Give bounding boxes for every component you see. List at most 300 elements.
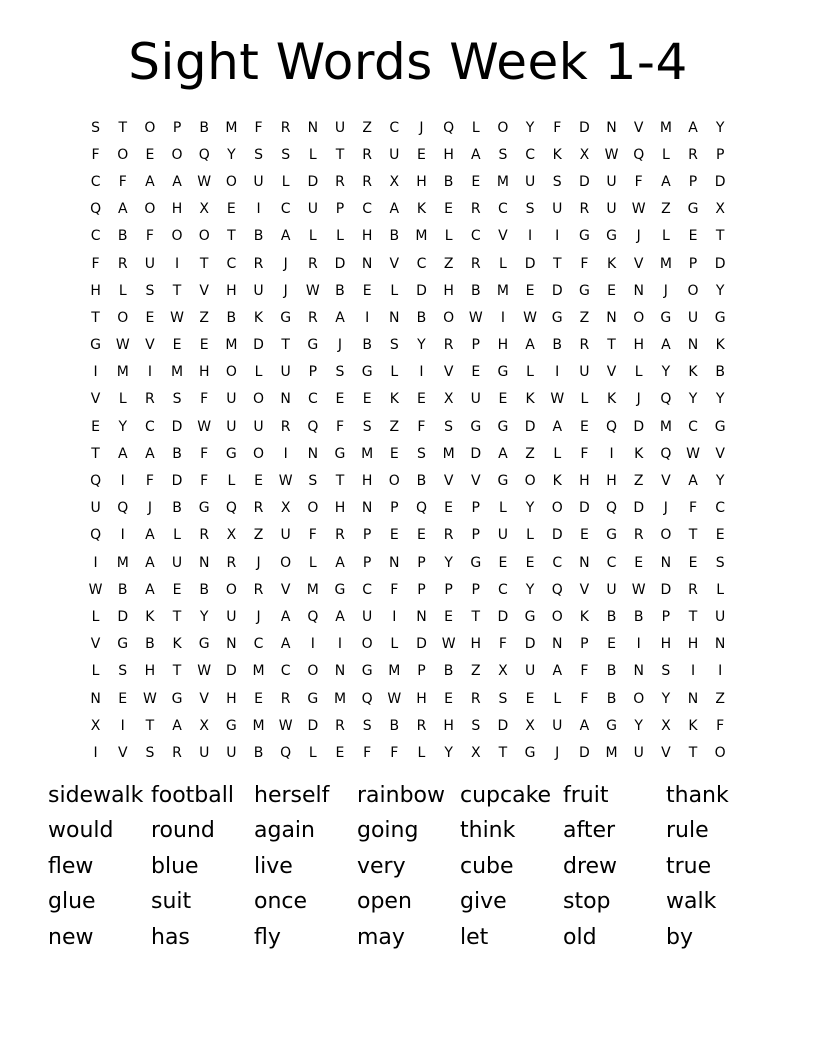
grid-letter: E [498,554,508,571]
grid-letter: A [335,554,345,571]
grid-letter: K [606,255,617,272]
grid-letter: L [173,527,181,544]
grid-letter: G [497,364,509,381]
grid-letter: Z [199,309,209,326]
grid-letter: U [90,500,101,517]
grid-letter: L [281,173,290,190]
grid-letter: U [253,418,264,435]
grid-letter: K [579,608,589,625]
grid-letter: U [280,527,291,544]
grid-letter: M [442,445,455,462]
grid-letter: W [523,309,537,326]
grid-letter: A [661,173,671,190]
grid-letter: B [145,636,155,653]
grid-letter: E [362,282,372,299]
grid-letter: Q [443,119,455,136]
grid-letter: S [552,173,562,190]
grid-letter: T [145,717,155,734]
grid-letter: D [551,282,563,299]
grid-letter: P [390,500,399,517]
grid-letter: N [389,554,400,571]
grid-letter: A [117,445,128,462]
grid-letter: S [661,663,671,680]
grid-row [82,658,734,685]
grid-letter: C [90,228,101,245]
grid-letter: O [253,391,265,408]
grid-letter: S [362,418,372,435]
grid-letter: O [144,201,156,218]
grid-letter: Z [715,690,725,707]
grid-letter: A [552,663,563,680]
grid-letter: F [308,527,317,544]
grid-letter: Y [444,554,453,571]
grid-letter: I [500,309,505,326]
grid-letter: H [579,473,590,490]
grid-letter: R [688,146,698,163]
grid-letter: A [470,146,481,163]
grid-row [82,304,734,331]
grid-letter: E [335,391,345,408]
grid-letter: E [145,146,155,163]
grid-letter: X [199,717,209,734]
grid-letter: Y [661,690,671,707]
grid-letter: S [281,146,291,163]
grid-letter: V [606,364,617,381]
grid-letter: L [499,500,507,517]
grid-letter: F [200,391,209,408]
grid-row [82,250,734,277]
grid-letter: A [335,608,345,625]
grid-letter: E [226,201,236,218]
grid-letter: N [416,608,427,625]
grid-letter: I [365,309,370,326]
grid-letter: B [172,445,182,462]
grid-letter: L [526,527,534,544]
grid-letter: L [444,228,453,245]
word-list-item: old [563,924,597,950]
word-list-item: may [357,924,405,950]
grid-letter: U [715,608,726,625]
grid-letter: B [389,228,400,245]
grid-letter: G [524,608,536,625]
grid-letter: T [199,255,209,272]
grid-letter: N [307,445,319,462]
grid-letter: P [688,173,698,190]
grid-letter: U [253,173,264,190]
grid-letter: Z [633,473,644,490]
word-list-item: live [254,853,293,879]
grid-letter: H [687,636,699,653]
grid-letter: U [606,201,617,218]
grid-letter: Y [525,119,535,136]
grid-letter: R [280,119,291,136]
grid-letter: R [172,744,182,761]
grid-letter: G [225,445,237,462]
grid-letter: N [389,309,400,326]
grid-letter: D [497,608,509,625]
grid-letter: F [580,255,589,272]
grid-letter: P [471,500,480,517]
grid-letter: Y [661,364,671,381]
grid-letter: J [419,119,424,136]
grid-row [82,576,734,603]
grid-letter: W [170,309,184,326]
grid-letter: N [606,309,617,326]
grid-letter: I [555,228,560,245]
grid-letter: C [688,418,698,435]
word-list-item: would [48,818,114,844]
grid-letter: A [579,717,590,734]
grid-letter: V [90,636,101,653]
grid-letter: K [172,636,182,653]
grid-letter: U [606,581,617,598]
page-title: Sight Words Week 1-4 [128,33,688,91]
grid-row [82,495,734,522]
grid-letter: Z [389,418,400,435]
grid-letter: C [280,663,291,680]
grid-row [82,413,734,440]
grid-letter: H [660,636,672,653]
grid-letter: H [226,282,237,299]
grid-letter: O [361,636,373,653]
grid-letter: D [470,445,482,462]
grid-letter: L [308,228,317,245]
grid-letter: N [226,636,237,653]
grid-letter: F [580,445,589,462]
grid-letter: U [524,173,536,190]
grid-letter: D [660,581,672,598]
grid-letter: R [470,201,481,218]
grid-letter: A [389,201,400,218]
grid-letter: L [716,581,725,598]
grid-letter: P [580,636,589,653]
grid-letter: A [688,473,698,490]
grid-letter: L [118,282,127,299]
grid-letter: S [444,418,454,435]
grid-letter: O [280,554,292,571]
grid-letter: T [688,608,698,625]
grid-letter: N [606,119,617,136]
word-list-item: after [563,818,616,844]
grid-letter: W [197,173,212,190]
grid-row [82,522,734,549]
grid-letter: G [334,445,346,462]
grid-letter: U [470,391,481,408]
grid-letter: B [416,309,427,326]
grid-letter: R [443,337,454,354]
grid-letter: Y [227,146,236,163]
word-list-row [48,814,768,850]
grid-letter: L [580,391,589,408]
word-list-item: going [357,818,419,844]
grid-letter: M [225,337,238,354]
grid-letter: P [417,581,426,598]
grid-letter: V [498,228,508,245]
grid-letter: C [552,554,563,571]
grid-letter: O [198,228,210,245]
grid-letter: W [305,282,320,299]
word-list-item: open [357,889,412,915]
grid-letter: L [499,255,507,272]
grid-letter: F [200,473,209,490]
grid-letter: C [416,255,427,272]
grid-letter: H [633,337,644,354]
grid-letter: L [417,744,426,761]
grid-letter: D [416,636,427,653]
grid-letter: C [307,391,318,408]
grid-row [82,114,734,141]
grid-letter: O [687,282,699,299]
grid-letter: A [280,228,291,245]
grid-letter: S [715,554,725,571]
grid-row [82,223,734,250]
grid-letter: G [280,309,292,326]
grid-letter: N [198,554,210,571]
grid-letter: B [335,282,345,299]
grid-letter: T [227,228,236,245]
grid-letter: D [117,608,129,625]
grid-letter: D [497,717,509,734]
grid-letter: S [362,717,372,734]
grid-row [82,332,734,359]
grid-letter: J [636,391,641,408]
grid-row [82,631,734,658]
grid-letter: W [631,581,646,598]
grid-letter: F [580,690,589,707]
grid-letter: I [636,636,641,653]
grid-letter: C [145,418,155,435]
grid-letter: E [607,282,616,299]
grid-letter: E [525,690,535,707]
grid-letter: I [718,663,723,680]
grid-letter: R [335,527,345,544]
grid-letter: J [256,554,261,571]
grid-letter: T [471,608,481,625]
word-list-item: think [460,818,516,844]
grid-letter: U [334,119,346,136]
grid-letter: Y [525,581,535,598]
grid-letter: J [256,608,261,625]
grid-letter: V [715,445,725,462]
grid-letter: U [280,364,291,381]
grid-letter: D [714,173,726,190]
grid-letter: M [116,364,129,381]
grid-letter: E [688,554,698,571]
word-list [48,778,768,956]
grid-letter: C [389,119,400,136]
grid-letter: R [443,527,454,544]
grid-letter: K [416,201,427,218]
grid-letter: L [526,364,534,381]
grid-letter: V [661,744,671,761]
grid-letter: A [117,201,128,218]
grid-letter: U [552,717,563,734]
grid-letter: E [199,337,209,354]
grid-letter: Q [198,146,210,163]
grid-letter: A [145,527,155,544]
grid-letter: H [198,364,210,381]
grid-letter: K [525,391,535,408]
grid-letter: O [714,744,726,761]
grid-letter: X [715,201,725,218]
grid-letter: E [417,146,426,163]
grid-letter: P [661,608,671,625]
grid-letter: W [441,636,456,653]
grid-letter: E [579,418,589,435]
grid-letter: E [389,527,399,544]
grid-letter: M [659,119,672,136]
grid-letter: E [444,608,454,625]
grid-letter: D [307,717,319,734]
grid-letter: O [660,527,672,544]
grid-letter: G [90,337,101,354]
grid-letter: W [686,445,700,462]
grid-letter: G [660,309,672,326]
grid-letter: B [117,581,128,598]
grid-letter: R [117,255,128,272]
grid-letter: G [307,690,319,707]
grid-letter: U [552,201,563,218]
grid-letter: O [225,581,237,598]
grid-letter: R [280,418,291,435]
grid-letter: D [579,500,590,517]
grid-letter: M [605,744,618,761]
grid-letter: D [524,636,536,653]
grid-letter: F [553,119,562,136]
grid-letter: L [227,473,236,490]
grid-letter: E [444,201,454,218]
grid-letter: O [225,364,237,381]
grid-letter: T [715,228,725,245]
grid-letter: B [416,473,427,490]
grid-letter: O [633,309,645,326]
grid-letter: M [496,173,509,190]
grid-letter: X [226,527,237,544]
grid-letter: J [663,500,668,517]
grid-letter: R [416,717,427,734]
grid-letter: E [172,581,182,598]
grid-letter: O [171,228,183,245]
grid-letter: K [389,391,399,408]
grid-letter: K [688,364,698,381]
grid-letter: R [145,391,155,408]
grid-letter: E [634,554,644,571]
grid-letter: X [498,663,508,680]
word-list-item: flew [48,853,94,879]
grid-letter: P [715,146,725,163]
grid-letter: T [91,445,100,462]
grid-letter: B [199,581,209,598]
grid-letter: S [145,282,155,299]
grid-letter: X [90,717,101,734]
grid-letter: F [254,119,263,136]
grid-letter: I [120,527,125,544]
grid-letter: G [198,636,210,653]
word-list-item: round [151,818,215,844]
grid-letter: G [687,201,699,218]
grid-letter: F [145,228,154,245]
grid-letter: Z [579,309,590,326]
grid-letter: A [280,608,291,625]
grid-letter: J [337,337,343,354]
grid-letter: Y [634,717,643,734]
grid-letter: L [91,608,100,625]
grid-letter: I [256,201,261,218]
grid-letter: A [688,119,698,136]
grid-letter: R [362,146,372,163]
grid-letter: I [120,473,125,490]
grid-letter: Y [688,391,698,408]
grid-letter: R [470,690,481,707]
grid-letter: N [334,663,346,680]
grid-letter: T [91,309,100,326]
word-list-item: by [666,924,693,950]
grid-letter: A [145,173,155,190]
grid-letter: Y [715,391,725,408]
grid-letter: H [470,636,482,653]
grid-letter: E [362,391,372,408]
grid-letter: L [661,146,670,163]
grid-letter: L [553,690,562,707]
grid-letter: C [253,636,264,653]
grid-letter: O [633,690,645,707]
grid-letter: E [91,418,100,435]
grid-letter: L [471,119,480,136]
grid-letter: C [498,581,508,598]
grid-letter: A [661,337,671,354]
grid-letter: T [688,527,698,544]
grid-letter: R [688,581,698,598]
grid-row [82,549,734,576]
grid-letter: I [555,364,560,381]
grid-letter: V [579,581,590,598]
grid-letter: Q [633,146,645,163]
grid-letter: B [389,717,400,734]
grid-letter: B [362,337,372,354]
grid-row [82,603,734,630]
grid-letter: R [307,309,318,326]
grid-letter: J [147,500,152,517]
grid-letter: D [225,663,237,680]
grid-letter: C [280,201,291,218]
word-list-item: again [254,818,315,844]
grid-letter: C [606,554,617,571]
grid-letter: I [120,717,125,734]
grid-letter: D [579,119,590,136]
grid-letter: S [498,146,508,163]
grid-letter: P [172,119,182,136]
grid-letter: K [688,717,698,734]
grid-row [82,386,734,413]
grid-letter: Q [90,527,102,544]
grid-letter: G [524,744,536,761]
grid-letter: D [171,418,183,435]
grid-letter: I [93,744,98,761]
grid-letter: V [389,255,400,272]
grid-letter: W [197,418,212,435]
grid-letter: D [524,255,536,272]
grid-row [82,359,734,386]
grid-letter: O [144,119,156,136]
grid-row [82,277,734,304]
grid-letter: F [335,418,345,435]
grid-letter: W [631,201,646,218]
grid-letter: I [310,636,315,653]
grid-letter: L [118,391,127,408]
grid-letter: M [388,663,401,680]
grid-row [82,196,734,223]
grid-letter: N [307,119,319,136]
